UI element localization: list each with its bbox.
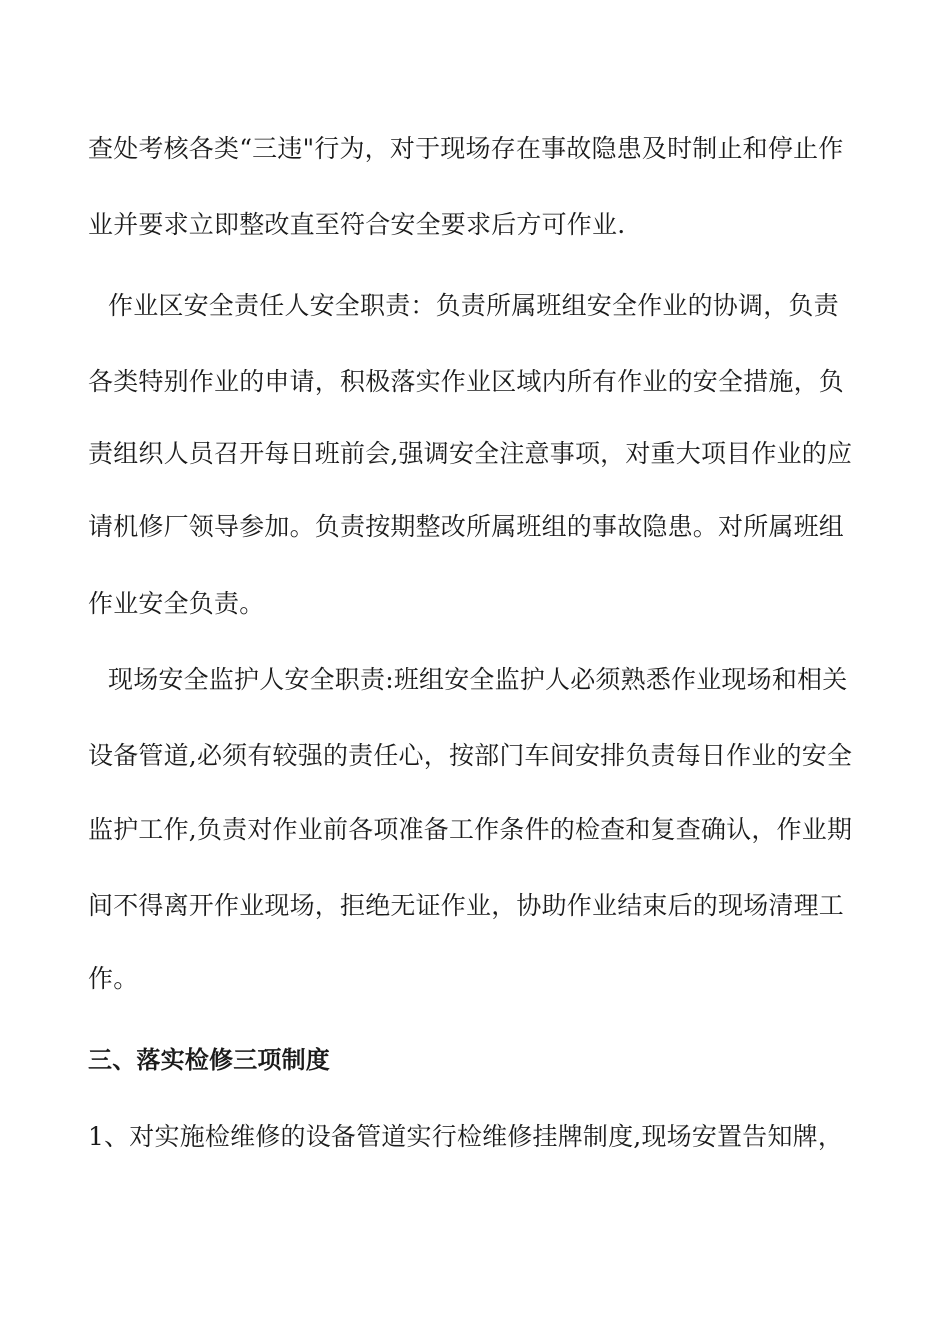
paragraph-line: 作业安全负责。 [88, 589, 265, 618]
paragraph-line: 业并要求立即整改直至符合安全要求后方可作业. [88, 210, 626, 239]
paragraph-line: 各类特别作业的申请，积极落实作业区域内所有作业的安全措施，负 [88, 367, 845, 396]
paragraph-line: 作业区安全责任人安全职责：负责所属班组安全作业的协调，负责 [108, 291, 839, 320]
paragraph-line: 监护工作,负责对作业前各项准备工作条件的检查和复查确认，作业期 [88, 815, 853, 844]
paragraph-line: 作。 [88, 964, 139, 993]
paragraph-line: 1、对实施检维修的设备管道实行检维修挂牌制度,现场安置告知牌， [88, 1122, 844, 1151]
paragraph-line: 现场安全监护人安全职责:班组安全监护人必须熟悉作业现场和相关 [108, 665, 848, 694]
section-heading: 三、落实检修三项制度 [88, 1046, 330, 1074]
paragraph-line: 设备管道,必须有较强的责任心，按部门车间安排负责每日作业的安全 [88, 741, 853, 770]
paragraph-line: 责组织人员召开每日班前会,强调安全注意事项，对重大项目作业的应 [88, 439, 853, 468]
paragraph-line: 查处考核各类“三违"行为，对于现场存在事故隐患及时制止和停止作 [88, 134, 844, 163]
paragraph-line: 请机修厂领导参加。负责按期整改所属班组的事故隐患。对所属班组 [88, 512, 845, 541]
paragraph-line: 间不得离开作业现场，拒绝无证作业，协助作业结束后的现场清理工 [88, 891, 845, 920]
